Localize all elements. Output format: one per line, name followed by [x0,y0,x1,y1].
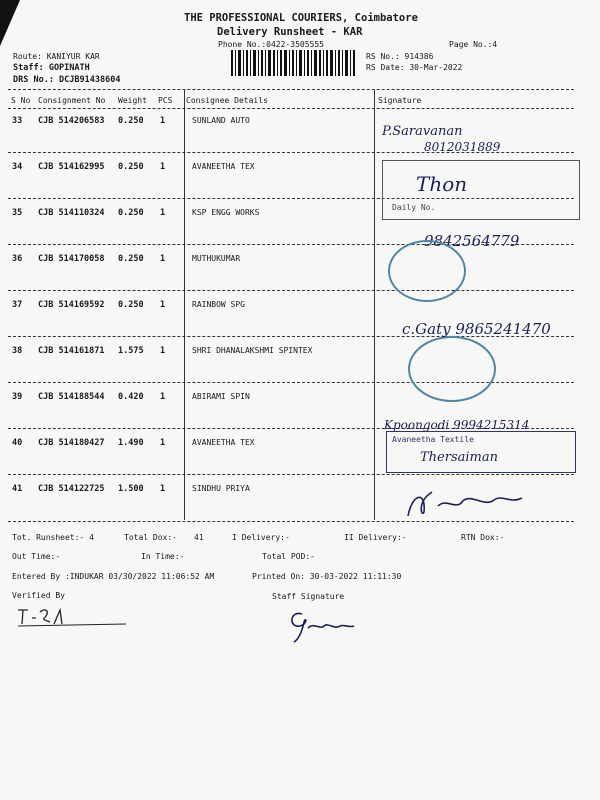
route: Route: KANIYUR KAR [13,52,100,61]
row-consignee: AVANEETHA TEX [192,438,255,447]
row-consignment: CJB 514162995 [38,162,105,172]
row-consignee: RAINBOW SPG [192,300,245,309]
row-consignee: KSP ENGG WORKS [192,208,260,217]
row-weight: 1.490 [118,438,144,448]
row-consignment: CJB 514170058 [38,254,105,264]
row-consignee: SUNLAND AUTO [192,116,250,125]
row-weight: 1.500 [118,484,144,494]
runsheet-title: Delivery Runsheet - KAR [217,26,363,38]
total-dox-label: Total Dox:- [124,533,177,542]
row-weight: 0.250 [118,162,144,172]
stamp-text-row40: Avaneetha Textile [392,435,474,444]
i-delivery: I Delivery:- [232,533,290,542]
company-name: THE PROFESSIONAL COURIERS, Coimbatore [184,12,418,24]
row-weight: 1.575 [118,346,144,356]
row-consignee: AVANEETHA TEX [192,162,255,171]
handwritten-phone-row37: c.Gaty 9865241470 [402,320,551,338]
circular-stamp [388,240,466,302]
col-header-sno: S No [11,96,31,105]
row-pcs: 1 [160,208,166,218]
ii-delivery: II Delivery:- [344,533,407,542]
handwritten-sig-row40: Thersaiman [420,450,498,465]
row-pcs: 1 [160,162,166,172]
row-consignment: CJB 514110324 [38,208,105,218]
phone-number: Phone No.:0422-3505555 [218,40,324,49]
col-header-consignment: Consignment No [38,96,106,105]
signature-column-divider [374,90,375,520]
row-consignment: CJB 514180427 [38,438,105,448]
row-pcs: 1 [160,254,166,264]
row-sno: 41 [12,484,23,494]
handwritten-name-row33: P.Saravanan [382,124,463,139]
row-pcs: 1 [160,484,166,494]
total-pod: Total POD:- [262,552,315,561]
row-pcs: 1 [160,116,166,126]
row-sno: 36 [12,254,23,264]
printed-on: Printed On: 30-03-2022 11:11:30 [252,572,402,581]
rs-number: RS No.: 914386 [366,52,434,61]
verified-by-label: Verified By [12,591,65,600]
row-consignee: SHRI DHANALAKSHMI SPINTEX [192,346,313,355]
row-consignment: CJB 514161871 [38,346,105,356]
row-sno: 35 [12,208,23,218]
total-runsheet: Tot. Runsheet:- 4 [12,533,94,542]
out-time: Out Time:- [12,552,61,561]
row-sno: 40 [12,438,23,448]
row-pcs: 1 [160,300,166,310]
row-consignee: SINDHU PRIYA [192,484,250,493]
handwritten-phone-row35: 9842564779 [424,232,520,250]
staff-signature-label: Staff Signature [272,592,345,601]
stamp-text-row35: Daily No. [392,203,436,212]
row-pcs: 1 [160,438,166,448]
row-sno: 37 [12,300,23,310]
verified-by-signature [14,604,130,628]
row-divider [8,474,574,475]
scan-corner-mark [0,0,20,46]
row-divider [8,290,574,291]
row-weight: 0.420 [118,392,144,402]
col-header-pcs: PCS [158,96,173,105]
row-weight: 0.250 [118,116,144,126]
row-pcs: 1 [160,392,166,402]
staff-name: Staff: GOPINATH [13,63,90,73]
page-number: Page No.:4 [449,40,498,49]
row-sno: 33 [12,116,23,126]
rtn-dox: RTN Dox:- [461,533,505,542]
handwritten-sig-row34: Thon [416,172,468,196]
entered-by: Entered By :INDUKAR 03/30/2022 11:06:52 AM [12,572,215,581]
barcode [231,50,355,76]
row-consignment: CJB 514188544 [38,392,105,402]
row-sno: 34 [12,162,23,172]
rs-date: RS Date: 30-Mar-2022 [366,63,463,72]
row-consignment: CJB 514169592 [38,300,105,310]
row-consignee: MUTHUKUMAR [192,254,241,263]
handwritten-phone-row33: 8012031889 [424,140,501,154]
col-header-weight: Weight [118,96,147,105]
staff-signature [284,606,364,646]
row-weight: 0.250 [118,208,144,218]
row-weight: 0.250 [118,254,144,264]
row-pcs: 1 [160,346,166,356]
row-consignee: ABIRAMI SPIN [192,392,250,401]
row-consignment: CJB 514122725 [38,484,105,494]
row-consignment: CJB 514206583 [38,116,105,126]
row-sno: 38 [12,346,23,356]
header-bottom-rule [8,108,574,109]
col-header-signature: Signature [378,96,422,105]
total-dox-value: 41 [194,533,204,542]
consignee-column-divider [184,90,185,520]
row-weight: 0.250 [118,300,144,310]
col-header-consignee: Consignee Details [186,96,268,105]
handwritten-sig-row39: Kpoongodi 9994215314 [384,418,530,432]
header-top-rule [8,89,574,90]
row-sno: 39 [12,392,23,402]
drs-number: DRS No.: DCJB91438604 [13,75,121,85]
in-time: In Time:- [141,552,185,561]
circular-stamp [408,336,496,402]
signature-row41 [398,482,528,522]
